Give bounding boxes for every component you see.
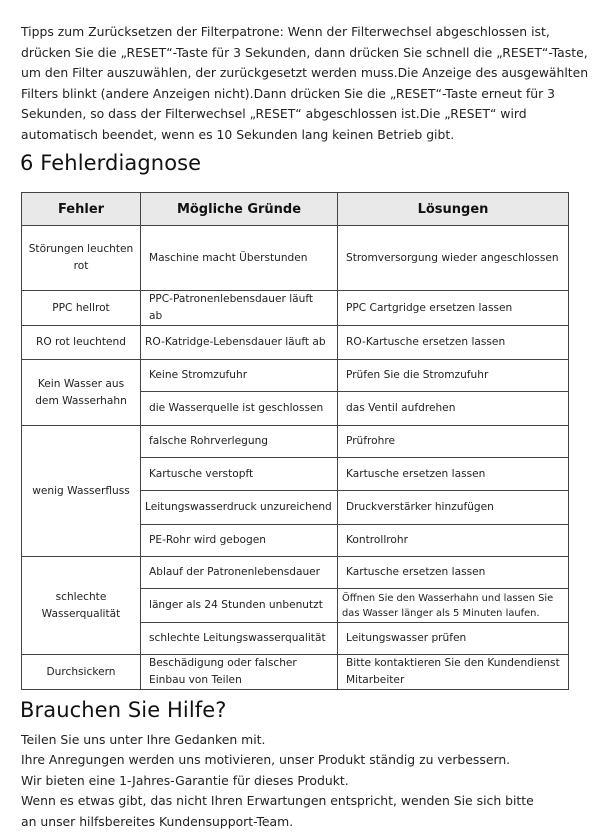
solution-cell: RO-Kartusche ersetzen lassen [338, 326, 569, 360]
section-heading-diagnosis: 6 Fehlerdiagnose [20, 151, 202, 175]
solution-cell: PPC Cartgridge ersetzen lassen [338, 291, 569, 326]
fault-cell: wenig Wasserfluss [22, 426, 141, 557]
fault-cell: Durchsickern [22, 655, 141, 690]
help-text [21, 730, 591, 832]
reason-cell: Leitungswasserdruck unzureichend [141, 491, 338, 525]
header-fault: Fehler [22, 193, 141, 226]
solution-cell: Prüfrohre [338, 426, 569, 458]
reason-cell: Beschädigung oder falscher Einbau von Teilen [141, 655, 338, 690]
reason-cell: länger als 24 Stunden unbenutzt [141, 589, 338, 623]
reason-cell: PE-Rohr wird gebogen [141, 525, 338, 557]
reason-cell: Ablauf der Patronenlebensdauer [141, 557, 338, 589]
solution-cell: Kontrollrohr [338, 525, 569, 557]
reason-cell: schlechte Leitungswasserqualität [141, 623, 338, 655]
help-line: Wir bieten eine 1-Jahres-Garantie für dieses Produkt. [21, 772, 349, 788]
fault-cell: schlechte Wasserqualität [22, 557, 141, 655]
reason-cell: falsche Rohrverlegung [141, 426, 338, 458]
table-row [22, 360, 569, 392]
fault-cell: Störungen leuchten rot [22, 226, 141, 291]
header-solutions: Lösungen [338, 193, 569, 226]
table-row [22, 291, 569, 326]
solution-cell: Leitungswasser prüfen [338, 623, 569, 655]
solution-cell: Kartusche ersetzen lassen [338, 458, 569, 491]
solution-cell: Kartusche ersetzen lassen [338, 557, 569, 589]
filter-reset-tips: Tipps zum Zurücksetzen der Filterpatrone: Wenn der Filterwechsel abgeschlossen ist, drücken Sie die „RESET“-Taste für 3 Sekunden, dann drücken Sie schnell die „RESET“-Taste, um den Filter auszuwählen, der zurückgesetzt werden muss.Die Anzeige des ausgewählten Filters blinkt (andere Anzeigen nicht).Dann drücken Sie die „RESET“-Taste erneut für 3 Sekunden, so dass der Filterwechsel „RESET“ abgeschlossen ist.Die „RESET“ wird automatisch beendet, wenn es 10 Sekunden lang keinen Betrieb gibt. [21, 24, 589, 142]
table-row [22, 557, 569, 589]
table-row [22, 226, 569, 291]
reason-cell: Kartusche verstopft [141, 458, 338, 491]
fault-cell: RO rot leuchtend [22, 326, 141, 360]
solution-cell: Bitte kontaktieren Sie den Kundendienst Mitarbeiter [338, 655, 569, 690]
table-header-row [22, 193, 569, 226]
table-row [22, 655, 569, 690]
help-line: Teilen Sie uns unter Ihre Gedanken mit. [21, 732, 266, 747]
table-row [22, 326, 569, 360]
solution-cell: Prüfen Sie die Stromzufuhr [338, 360, 569, 392]
help-line: Ihre Anregungen werden uns motivieren, unser Produkt ständig zu verbessern. [21, 752, 511, 768]
reason-cell: RO-Katridge-Lebensdauer läuft ab [141, 326, 338, 360]
fault-cell: PPC hellrot [22, 291, 141, 326]
reason-cell: PPC-Patronenlebensdauer läuft ab [141, 291, 338, 326]
solution-cell: Öffnen Sie den Wasserhahn und lassen Sie das Wasser länger als 5 Minuten laufen. [338, 589, 569, 623]
help-line: Wenn es etwas gibt, das nicht Ihren Erwartungen entspricht, wenden Sie sich bitte [21, 793, 534, 809]
solution-cell: das Ventil aufdrehen [338, 392, 569, 426]
diagnosis-table [21, 192, 569, 690]
solution-cell: Druckverstärker hinzufügen [338, 491, 569, 525]
reason-cell: Maschine macht Überstunden [141, 226, 338, 291]
section-heading-help: Brauchen Sie Hilfe? [20, 698, 227, 722]
header-reasons: Mögliche Gründe [141, 193, 338, 226]
reason-cell: die Wasserquelle ist geschlossen [141, 392, 338, 426]
solution-cell: Stromversorgung wieder angeschlossen [338, 226, 569, 291]
table-row [22, 426, 569, 458]
help-line: an unser hilfsbereites Kundensupport-Team. [21, 813, 294, 829]
fault-cell: Kein Wasser aus dem Wasserhahn [22, 360, 141, 426]
reason-cell: Keine Stromzufuhr [141, 360, 338, 392]
